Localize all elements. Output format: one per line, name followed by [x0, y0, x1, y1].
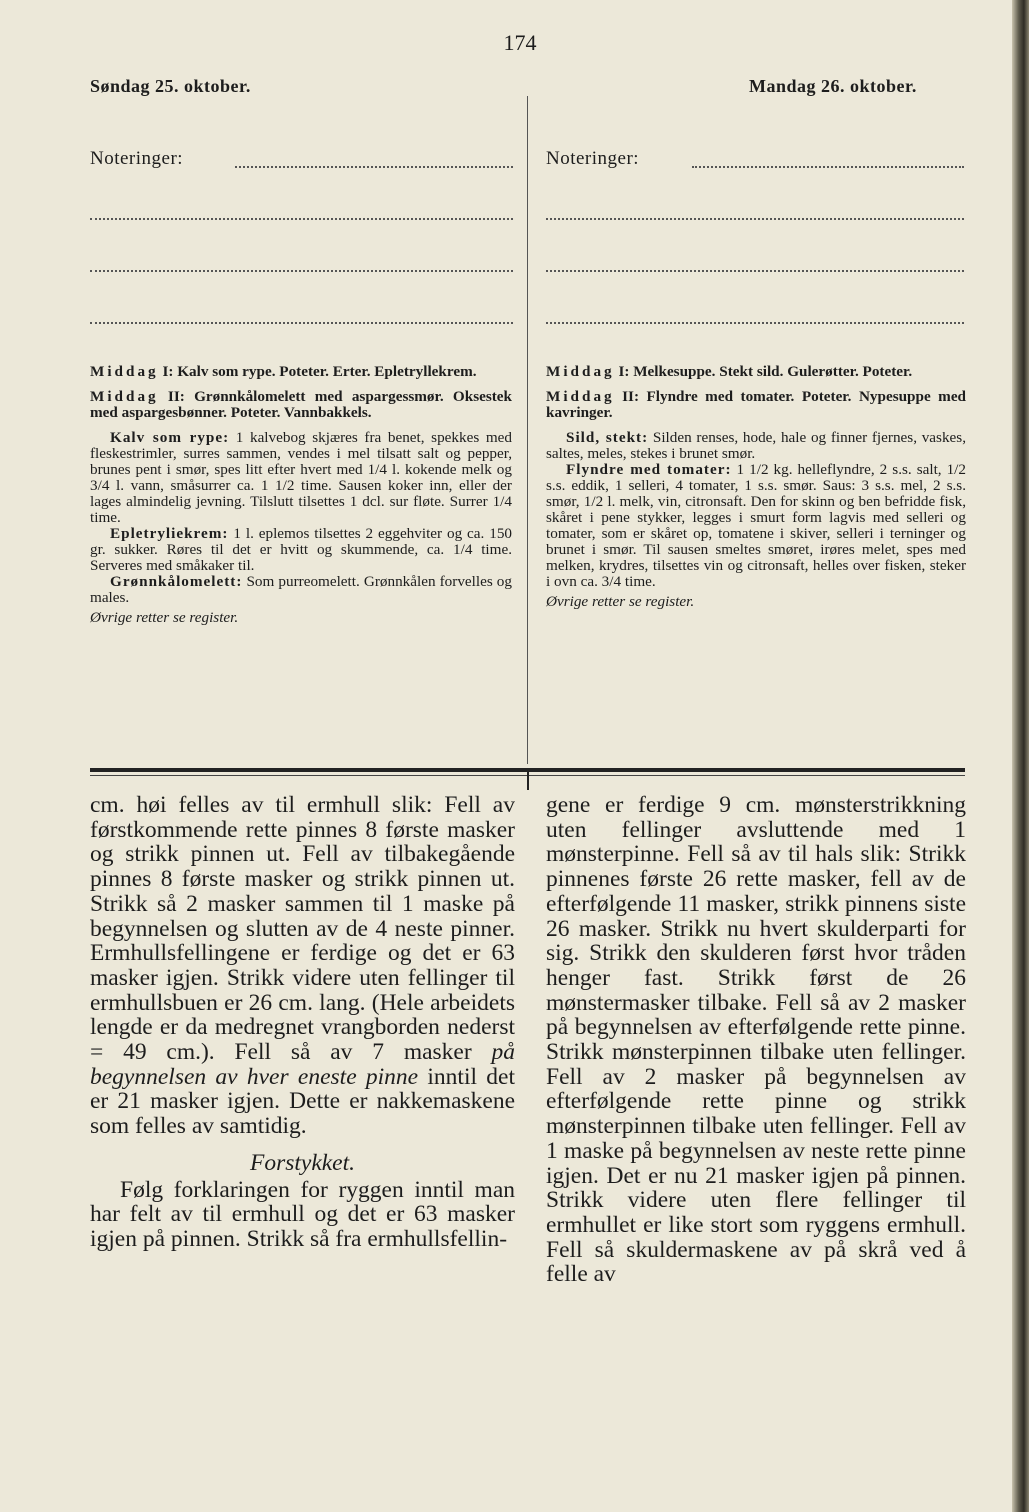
right-recipe-1	[546, 430, 966, 462]
book-spine-edge	[1012, 0, 1029, 1512]
left-recipe-2	[90, 526, 512, 574]
left-middag-1	[90, 364, 512, 380]
page-number: 174	[503, 30, 537, 55]
knitting-text-left	[90, 793, 515, 1252]
knitting-paragraph-2: Følg forklaringen for ryggen inntil man har felt av til ermhull og det er 63 masker igjen på pinnen. Strikk så fra ermhullsfellin-	[90, 1176, 515, 1252]
section-heading: Forstykket.	[249, 1149, 356, 1176]
middag-text: I: Kalv som rype. Poteter. Erter. Epletryllekrem.	[162, 363, 477, 380]
right-recipe-2	[546, 462, 966, 590]
recipe-name: Kalv som rype:	[110, 429, 230, 446]
left-notes-text: Noteringer:	[90, 148, 184, 169]
left-middag-2	[90, 389, 512, 421]
right-day-heading: Mandag 26. oktober.	[749, 76, 917, 96]
right-middag-2	[546, 389, 966, 421]
recipe-text: 1 kalvebog skjæres fra benet, spekkes med fleskestrimler, surres sammen, vendes i mel tilsatt salt og pepper, brunes pent i smør, spes litt efter hvert med 1/4 l. kokende melk og 3/4 l. vann, småsurrer ca. 1 1/2 time. Sausen koker inn, eller der lages almindelig jevning. Tilslutt tilsettes 1 dcl. sur fløte. Surrer 1/4 time.	[90, 429, 512, 526]
middag-text: I: Melkesuppe. Stekt sild. Gulerøtter. Poteter.	[618, 363, 913, 380]
left-day-heading: Søndag 25. oktober.	[90, 76, 251, 96]
column-divider	[527, 96, 528, 764]
middag-word: Middag	[90, 388, 159, 405]
recipe-text: 1 1/2 kg. helleflyndre, 2 s.s. salt, 1/2 s.s. eddik, 1 selleri, 4 tomater, 1 s.s. smør. Saus: 3 s.s. mel, 2 s.s. smør, 1/2 l. melk, vin, citronsaft. Den for skinn og ben befridde fisk, skåret i pene stykker, legges i smurt form lagvis med selleri og tomater, som er skåret op, tomatene i skiver, selleri i terninger og brunet i smør. Til sausen smeltes smøret, irøres melet, spes med melken, krydres, tilsettes vin og citronsaft, helles over fisken, steker i ovn ca. 3/4 time.	[546, 461, 966, 590]
right-notes-line	[546, 270, 964, 272]
left-menu-column	[90, 364, 512, 626]
right-menu-column	[546, 364, 966, 610]
recipe-text: 1 l. eplemos tilsettes 2 eggehviter og ca. 150 gr. sukker. Røres til det er hvitt og skummende, ca. 1/4 time. Serveres med småkaker til.	[90, 525, 513, 574]
left-notes-line	[90, 322, 513, 324]
recipe-name: Epletryliekrem:	[110, 525, 229, 542]
middag-word: Middag	[546, 388, 615, 405]
middag-text: II: Grønnkålomelett med aspargessmør. Oksestek med aspargesbønner. Poteter. Vannbakkels.	[90, 388, 512, 421]
recipe-name: Sild, stekt:	[566, 429, 649, 446]
column-divider-lower	[527, 772, 529, 790]
left-notes-line	[235, 166, 513, 168]
left-recipe-1	[90, 430, 512, 526]
text-run-italic: på begynnelsen av hver eneste pinne	[90, 1039, 515, 1090]
middag-word: Middag	[546, 363, 615, 380]
recipe-name: Grønnkålomelett:	[110, 573, 243, 590]
left-recipe-3	[90, 574, 512, 606]
left-notes-line	[90, 218, 513, 220]
text-run: inntil det er 21 masker igjen. Dette er nakkemaskene som felles av samtidig.	[90, 1063, 516, 1140]
right-notes-text: Noteringer:	[546, 148, 640, 169]
middag-text: II: Flyndre med tomater. Poteter. Nypesuppe med kavringer.	[546, 388, 967, 421]
left-notes-label	[90, 148, 183, 170]
knitting-paragraph-1	[90, 793, 515, 1139]
recipe-name: Flyndre med tomater:	[566, 461, 732, 478]
right-middag-1	[546, 364, 966, 380]
recipe-text: Som purreomelett. Grønnkålen forvelles og males.	[90, 573, 512, 606]
right-notes-line	[546, 218, 964, 220]
knitting-text-right	[546, 793, 966, 1287]
middag-word: Middag	[90, 363, 159, 380]
right-notes-line	[546, 322, 964, 324]
left-notes-line	[90, 270, 513, 272]
right-notes-label	[546, 148, 639, 170]
left-register-note: Øvrige retter se register.	[90, 609, 239, 626]
right-notes-line	[692, 166, 964, 168]
knitting-paragraph-3: gene er ferdige 9 cm. mønsterstrikkning uten fellinger avsluttende med 1 mønsterpinne. Fell så av til hals slik: Strikk pinnenes første 26 rette masker, fell av de efterfølgende 11 masker, strikk pinnens siste 26 masker. Strikk nu hvert skulderparti for sig. Strikk den skulderen først hvor tråden henger fast. Strikk først de 26 mønstermasker tilbake. Fell så av 2 masker på begynnelsen av efterfølgende rette pinne. Strikk mønsterpinnen tilbake uten fellinger. Fell av 2 masker på begynnelsen av efterfølgende rette pinne og strikk mønsterpinnen tilbake uten fellinger. Fell av 1 maske på begynnelsen av neste rette pinne igjen. Det er nu 21 masker igjen på pinnen. Strikk videre uten flere fellinger til ermhullet er like stort som ryggens ermhull. Fell så skuldermaskene av på skrå ved å felle av	[546, 792, 966, 1288]
recipe-text: Silden renses, hode, hale og finner fjernes, vaskes, saltes, meles, stekes i brunet smør.	[546, 429, 967, 462]
right-register-note: Øvrige retter se register.	[546, 593, 695, 610]
text-run: cm. høi felles av til ermhull slik: Fell av førstkommende rette pinnes 8 første masker og strikk pinnen ut. Fell av tilbakegående pinnes 8 første masker og strikk pinnen ut. Strikk så 2 masker sammen til 1 maske på begynnelsen og slutten av de 4 neste pinner. Ermhullsfellingene er ferdige og det er 63 masker igjen. Strikk videre uten fellinger til ermhullsbuen er 26 cm. lang. (Hele arbeidets lengde er da medregnet vrangborden nederst = 49 cm.). Fell så av 7 masker	[90, 792, 515, 1066]
